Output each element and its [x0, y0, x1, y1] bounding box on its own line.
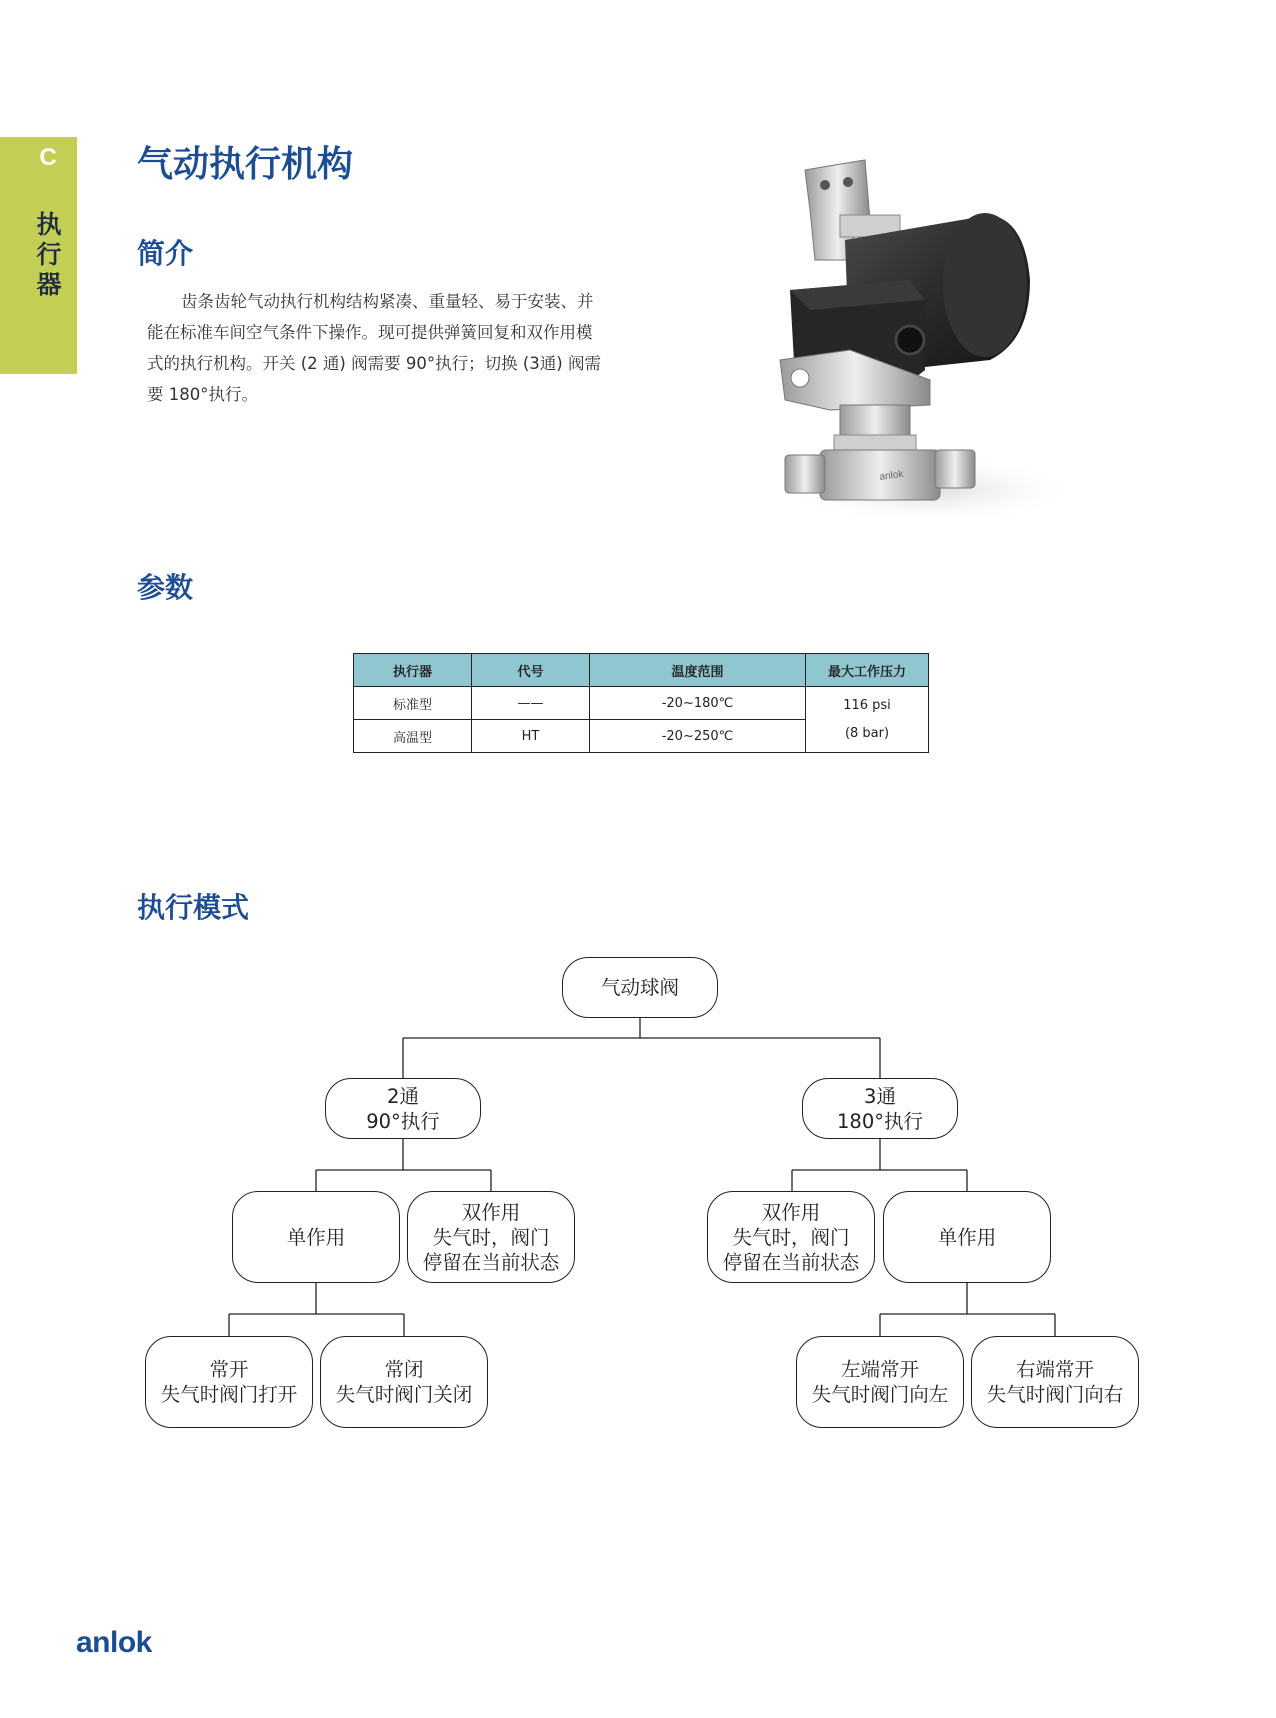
node-line: 90°执行 — [366, 1109, 440, 1133]
node-line: 失气时，阀门 — [432, 1225, 550, 1249]
tree-node-normally-closed — [320, 1336, 488, 1428]
node-line: 3通 — [864, 1084, 896, 1108]
tree-node-2-way — [325, 1078, 481, 1139]
node-label: 单作用 — [286, 1225, 346, 1249]
params-heading: 参数 — [137, 571, 194, 604]
cell-temperature: -20~250℃ — [590, 720, 806, 753]
node-line: 失气时阀门关闭 — [335, 1383, 473, 1406]
tree-node-3-way — [802, 1078, 958, 1139]
chapter-label: 执行器 — [36, 210, 62, 299]
node-line: 停留在当前状态 — [422, 1250, 560, 1274]
page-title: 气动执行机构 — [137, 144, 354, 185]
cell-actuator: 高温型 — [354, 720, 472, 753]
node-line: 失气时，阀门 — [732, 1225, 850, 1249]
node-label: 单作用 — [937, 1225, 997, 1249]
node-line: 失气时阀门向右 — [986, 1383, 1124, 1406]
col-header-temperature: 温度范围 — [590, 654, 806, 687]
modes-heading: 执行模式 — [137, 891, 250, 924]
tree-node-2-way-double-acting — [407, 1191, 575, 1283]
node-line: 左端常开 — [840, 1358, 919, 1381]
tree-node-3-way-single-acting — [883, 1191, 1051, 1283]
cell-temperature: -20~180℃ — [590, 687, 806, 720]
col-header-code: 代号 — [472, 654, 590, 687]
pressure-bar: (8 bar) — [844, 725, 890, 741]
node-line: 双作用 — [761, 1200, 821, 1224]
tree-node-right-normally-open — [971, 1336, 1139, 1428]
tree-node-ball-valve — [562, 957, 718, 1018]
anlok-logo: anlok — [76, 1626, 152, 1659]
tree-node-normally-open — [145, 1336, 313, 1428]
node-line: 失气时阀门向左 — [811, 1383, 949, 1406]
node-line: 常开 — [209, 1358, 249, 1381]
node-line: 右端常开 — [1015, 1358, 1094, 1381]
node-line: 常闭 — [384, 1358, 424, 1381]
cell-code: HT — [472, 720, 590, 753]
node-label: 气动球阀 — [600, 976, 679, 999]
cell-actuator: 标准型 — [354, 687, 472, 720]
cell-code: —— — [472, 687, 590, 720]
chapter-letter: C — [39, 144, 57, 171]
tree-node-3-way-double-acting — [707, 1191, 875, 1283]
tree-node-left-normally-open — [796, 1336, 964, 1428]
node-line: 180°执行 — [837, 1109, 923, 1133]
node-line: 失气时阀门打开 — [160, 1383, 298, 1406]
pressure-psi: 116 psi — [843, 697, 891, 713]
col-header-actuator: 执行器 — [354, 654, 472, 687]
product-brand-mark: anlok — [878, 468, 905, 483]
col-header-pressure: 最大工作压力 — [806, 654, 929, 687]
tree-node-2-way-single-acting — [232, 1191, 400, 1283]
intro-heading: 简介 — [137, 237, 194, 270]
node-line: 2通 — [387, 1084, 419, 1108]
node-line: 停留在当前状态 — [722, 1250, 860, 1274]
node-line: 双作用 — [461, 1200, 521, 1224]
intro-text: 齿条齿轮气动执行机构结构紧凑、重量轻、易于安装、并能在标准车间空气条件下操作。现可提供弹簧回复和双作用模式的执行机构。开关 (2 通) 阀需要 90°执行；切换 (3通) 阀需要 180°执行。 — [147, 292, 601, 404]
